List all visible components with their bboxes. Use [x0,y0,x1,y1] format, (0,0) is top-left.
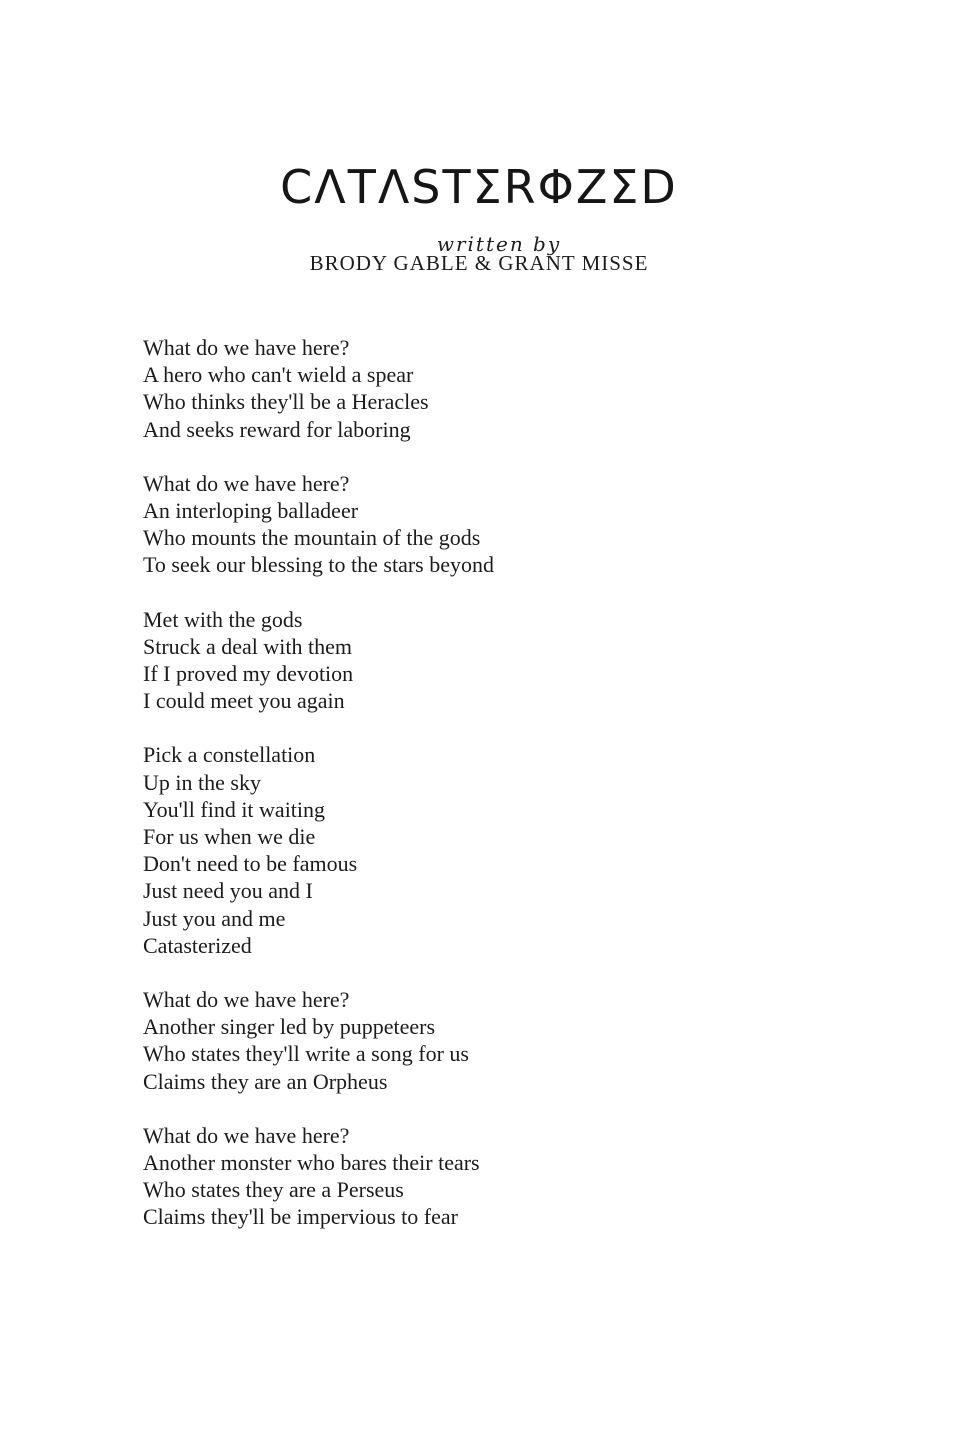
lyric-line: Up in the sky [143,769,261,795]
lyric-line: What do we have here? [143,987,350,1013]
lyric-line: Who thinks they'll be a Heracles [143,389,429,415]
lyric-line: Who states they are a Perseus [143,1177,404,1203]
lyric-line: Another singer led by puppeteers [143,1014,436,1040]
lyric-line: You'll find it waiting [143,796,326,822]
author-names: BRODY GABLE & GRANT MISSE [309,251,649,275]
lyric-line: And seeks reward for laboring [143,416,411,442]
lyric-line: Just you and me [143,905,286,931]
lyric-line: For us when we die [143,824,316,850]
lyric-line: Claims they are an Orpheus [143,1068,388,1094]
lyric-line: What do we have here? [143,335,350,360]
lyric-line: To seek our blessing to the stars beyond [143,552,495,578]
stanza-chorus [143,741,843,959]
lyric-line: What do we have here? [143,1122,350,1148]
lyric-line: I could meet you again [143,688,345,714]
stanza-1 [143,334,843,443]
lyric-line: If I proved my devotion [143,661,354,687]
lyric-line: A hero who can't wield a spear [143,362,414,388]
stanza-6 [143,1122,843,1231]
lyric-line: Just need you and I [143,878,313,904]
lyric-line: Another monster who bares their tears [143,1150,480,1176]
lyric-line: Pick a constellation [143,742,316,768]
lyric-line: Catasterized [143,932,252,958]
byline [0,232,958,274]
written-by-label: written by [436,232,562,256]
lyric-line: Struck a deal with them [143,633,352,659]
lyric-line: An interloping balladeer [143,498,359,524]
stanza-3 [143,606,843,715]
lyric-line: Met with the gods [143,606,303,632]
lyric-line: Who mounts the mountain of the gods [143,525,481,551]
stanza-5 [143,986,843,1095]
lyric-line: Who states they'll write a song for us [143,1041,469,1067]
stanza-2 [143,470,843,579]
lyric-line: Claims they'll be impervious to fear [143,1204,458,1230]
lyrics-body [143,334,843,1258]
song-title: CΛTΛSTΣRΦZΣD [280,160,678,214]
lyric-line: Don't need to be famous [143,851,358,877]
lyric-line: What do we have here? [143,470,350,496]
